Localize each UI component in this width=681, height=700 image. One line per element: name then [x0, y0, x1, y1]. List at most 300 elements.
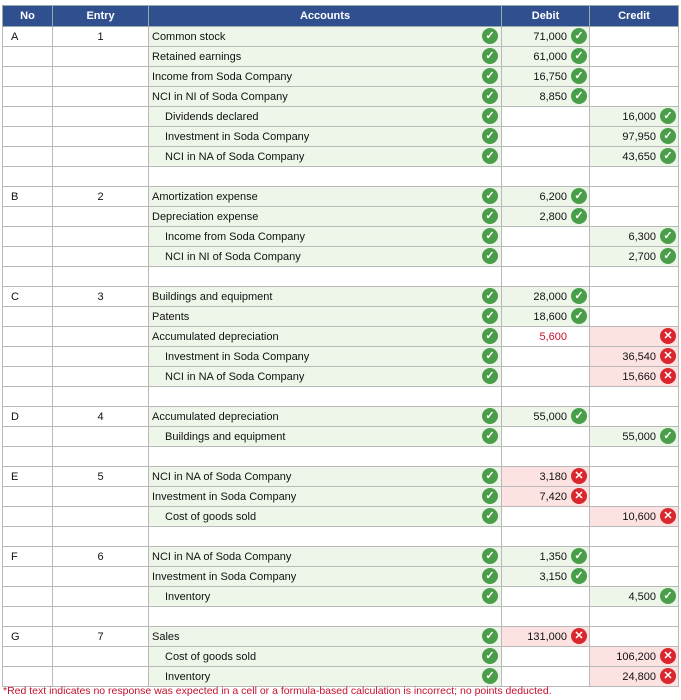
credit-input-value: 36,540	[622, 351, 656, 363]
debit-input[interactable]	[502, 367, 590, 387]
check-icon: ✓	[660, 248, 676, 264]
check-icon: ✓	[482, 348, 498, 364]
journal-row	[3, 47, 679, 67]
journal-row	[3, 147, 679, 167]
check-icon: ✓	[660, 148, 676, 164]
x-icon: ✕	[660, 508, 676, 524]
debit-input[interactable]	[502, 27, 590, 47]
spacer-cell	[149, 607, 502, 627]
credit-input-value: 16,000	[622, 111, 656, 123]
cell-no: F	[3, 547, 53, 567]
debit-input-value: 6,200	[539, 191, 567, 203]
cell-entry	[53, 247, 149, 267]
debit-input-value: 8,850	[539, 91, 567, 103]
cell-entry	[53, 87, 149, 107]
account-select[interactable]	[149, 327, 502, 347]
credit-input-value: 4,500	[628, 591, 656, 603]
spacer-cell	[3, 527, 53, 547]
credit-input[interactable]	[590, 367, 679, 387]
credit-input[interactable]	[590, 587, 679, 607]
credit-input[interactable]	[590, 87, 679, 107]
check-icon: ✓	[571, 548, 587, 564]
spacer-row	[3, 607, 679, 627]
credit-input[interactable]	[590, 567, 679, 587]
journal-row	[3, 327, 679, 347]
journal-row	[3, 647, 679, 667]
spacer-cell	[502, 387, 590, 407]
cell-no	[3, 87, 53, 107]
debit-input-value: 18,600	[533, 311, 567, 323]
account-select[interactable]	[149, 587, 502, 607]
check-icon: ✓	[482, 548, 498, 564]
credit-input[interactable]	[590, 507, 679, 527]
journal-row	[3, 207, 679, 227]
journal-row	[3, 587, 679, 607]
cell-entry	[53, 347, 149, 367]
credit-input[interactable]	[590, 27, 679, 47]
journal-row	[3, 507, 679, 527]
debit-input[interactable]	[502, 107, 590, 127]
journal-row	[3, 27, 679, 47]
check-icon: ✓	[660, 128, 676, 144]
cell-entry	[53, 47, 149, 67]
credit-input-value: 24,800	[622, 671, 656, 683]
cell-entry: 3	[53, 287, 149, 307]
account-label: Inventory	[165, 591, 211, 603]
account-label: NCI in NA of Soda Company	[165, 371, 305, 383]
check-icon: ✓	[571, 28, 587, 44]
check-icon: ✓	[482, 308, 498, 324]
check-icon: ✓	[482, 368, 498, 384]
spacer-cell	[149, 167, 502, 187]
debit-input-value: 5,600	[539, 331, 567, 343]
credit-input-value: 6,300	[628, 231, 656, 243]
account-label: Investment in Soda Company	[152, 571, 297, 583]
cell-no	[3, 567, 53, 587]
check-icon: ✓	[482, 88, 498, 104]
account-select[interactable]	[149, 467, 502, 487]
check-icon: ✓	[482, 328, 498, 344]
spacer-cell	[53, 167, 149, 187]
journal-row	[3, 227, 679, 247]
account-select[interactable]	[149, 87, 502, 107]
credit-input[interactable]	[590, 287, 679, 307]
credit-input[interactable]	[590, 467, 679, 487]
check-icon: ✓	[482, 228, 498, 244]
debit-input[interactable]	[502, 187, 590, 207]
account-label: Cost of goods sold	[165, 651, 257, 663]
cell-no	[3, 667, 53, 687]
account-select[interactable]	[149, 367, 502, 387]
check-icon: ✓	[482, 128, 498, 144]
debit-input[interactable]	[502, 287, 590, 307]
account-label: Income from Soda Company	[165, 231, 306, 243]
debit-input[interactable]	[502, 507, 590, 527]
check-icon: ✓	[482, 248, 498, 264]
spacer-cell	[3, 167, 53, 187]
header-accounts: Accounts	[149, 6, 502, 27]
check-icon: ✓	[571, 188, 587, 204]
check-icon: ✓	[482, 108, 498, 124]
account-label: Retained earnings	[152, 51, 242, 63]
check-icon: ✓	[660, 588, 676, 604]
debit-input[interactable]	[502, 667, 590, 687]
cell-entry	[53, 567, 149, 587]
spacer-cell	[502, 267, 590, 287]
debit-input[interactable]	[502, 587, 590, 607]
account-label: Amortization expense	[152, 191, 258, 203]
account-label: Inventory	[165, 671, 211, 683]
spacer-cell	[502, 527, 590, 547]
debit-input-value: 1,350	[539, 551, 567, 563]
spacer-cell	[502, 447, 590, 467]
check-icon: ✓	[482, 568, 498, 584]
credit-input[interactable]	[590, 127, 679, 147]
account-select[interactable]	[149, 27, 502, 47]
cell-entry	[53, 367, 149, 387]
account-label: Dividends declared	[165, 111, 259, 123]
account-label: Common stock	[152, 31, 226, 43]
debit-input-value: 16,750	[533, 71, 567, 83]
check-icon: ✓	[482, 508, 498, 524]
spacer-cell	[3, 607, 53, 627]
header-entry: Entry	[53, 6, 149, 27]
debit-input[interactable]	[502, 227, 590, 247]
cell-entry	[53, 507, 149, 527]
account-select[interactable]	[149, 547, 502, 567]
spacer-cell	[149, 267, 502, 287]
spacer-cell	[3, 387, 53, 407]
cell-no	[3, 647, 53, 667]
account-select[interactable]	[149, 107, 502, 127]
account-select[interactable]	[149, 627, 502, 647]
cell-entry: 4	[53, 407, 149, 427]
debit-input[interactable]	[502, 647, 590, 667]
journal-row	[3, 107, 679, 127]
account-select[interactable]	[149, 47, 502, 67]
x-icon: ✕	[660, 348, 676, 364]
debit-input[interactable]	[502, 627, 590, 647]
journal-row	[3, 287, 679, 307]
account-select[interactable]	[149, 147, 502, 167]
credit-input[interactable]	[590, 247, 679, 267]
debit-input[interactable]	[502, 347, 590, 367]
debit-input-value: 2,800	[539, 211, 567, 223]
credit-input-value: 15,660	[622, 371, 656, 383]
credit-input[interactable]	[590, 47, 679, 67]
debit-input-value: 7,420	[539, 491, 567, 503]
cell-no: G	[3, 627, 53, 647]
credit-input[interactable]	[590, 347, 679, 367]
journal-row	[3, 547, 679, 567]
debit-input-value: 61,000	[533, 51, 567, 63]
cell-no: B	[3, 187, 53, 207]
account-label: Sales	[152, 631, 180, 643]
check-icon: ✓	[482, 668, 498, 684]
account-label: Depreciation expense	[152, 211, 259, 223]
credit-input[interactable]	[590, 107, 679, 127]
check-icon: ✓	[482, 188, 498, 204]
spacer-cell	[590, 607, 679, 627]
spacer-cell	[502, 167, 590, 187]
debit-input[interactable]	[502, 547, 590, 567]
account-label: Income from Soda Company	[152, 71, 293, 83]
cell-entry	[53, 107, 149, 127]
cell-no	[3, 127, 53, 147]
cell-no	[3, 367, 53, 387]
account-label: NCI in NA of Soda Company	[152, 471, 292, 483]
account-label: NCI in NA of Soda Company	[165, 151, 305, 163]
spacer-cell	[590, 387, 679, 407]
account-label: Buildings and equipment	[152, 291, 273, 303]
cell-no	[3, 507, 53, 527]
check-icon: ✓	[482, 588, 498, 604]
spacer-cell	[53, 267, 149, 287]
credit-input-value: 43,650	[622, 151, 656, 163]
check-icon: ✓	[571, 568, 587, 584]
spacer-cell	[590, 447, 679, 467]
debit-input-value: 131,000	[527, 631, 567, 643]
credit-input[interactable]	[590, 187, 679, 207]
check-icon: ✓	[571, 288, 587, 304]
account-select[interactable]	[149, 307, 502, 327]
cell-no	[3, 227, 53, 247]
debit-input[interactable]	[502, 327, 590, 347]
cell-no	[3, 587, 53, 607]
cell-entry	[53, 67, 149, 87]
credit-input[interactable]	[590, 407, 679, 427]
spacer-cell	[53, 387, 149, 407]
account-label: Accumulated depreciation	[152, 411, 279, 423]
debit-input[interactable]	[502, 407, 590, 427]
spacer-cell	[53, 607, 149, 627]
account-label: Accumulated depreciation	[152, 331, 279, 343]
account-select[interactable]	[149, 567, 502, 587]
cell-no	[3, 47, 53, 67]
cell-no	[3, 327, 53, 347]
debit-input-value: 3,180	[539, 471, 567, 483]
check-icon: ✓	[482, 28, 498, 44]
account-select[interactable]	[149, 287, 502, 307]
account-select[interactable]	[149, 647, 502, 667]
debit-input[interactable]	[502, 487, 590, 507]
account-select[interactable]	[149, 227, 502, 247]
journal-row	[3, 567, 679, 587]
check-icon: ✓	[571, 308, 587, 324]
account-select[interactable]	[149, 127, 502, 147]
spacer-row	[3, 527, 679, 547]
debit-input[interactable]	[502, 247, 590, 267]
debit-input-value: 28,000	[533, 291, 567, 303]
credit-input[interactable]	[590, 627, 679, 647]
check-icon: ✓	[571, 48, 587, 64]
x-icon: ✕	[660, 648, 676, 664]
cell-entry: 7	[53, 627, 149, 647]
credit-input-value: 2,700	[628, 251, 656, 263]
spacer-cell	[590, 267, 679, 287]
debit-input[interactable]	[502, 427, 590, 447]
check-icon: ✓	[660, 108, 676, 124]
cell-entry	[53, 147, 149, 167]
account-select[interactable]	[149, 667, 502, 687]
check-icon: ✓	[482, 648, 498, 664]
credit-input[interactable]	[590, 147, 679, 167]
cell-entry	[53, 207, 149, 227]
header-credit: Credit	[590, 6, 679, 27]
debit-input[interactable]	[502, 147, 590, 167]
cell-no	[3, 347, 53, 367]
journal-row	[3, 67, 679, 87]
cell-entry	[53, 227, 149, 247]
account-label: Investment in Soda Company	[152, 491, 297, 503]
spacer-cell	[3, 267, 53, 287]
debit-input[interactable]	[502, 567, 590, 587]
debit-input-value: 71,000	[533, 31, 567, 43]
spacer-row	[3, 167, 679, 187]
check-icon: ✓	[482, 408, 498, 424]
account-select[interactable]	[149, 427, 502, 447]
account-label: Investment in Soda Company	[165, 131, 310, 143]
check-icon: ✓	[482, 488, 498, 504]
cell-no	[3, 67, 53, 87]
check-icon: ✓	[571, 88, 587, 104]
header-no: No	[3, 6, 53, 27]
journal-row	[3, 487, 679, 507]
journal-grid	[2, 5, 678, 687]
check-icon: ✓	[660, 428, 676, 444]
account-select[interactable]	[149, 247, 502, 267]
credit-input[interactable]	[590, 427, 679, 447]
x-icon: ✕	[571, 628, 587, 644]
credit-input[interactable]	[590, 227, 679, 247]
journal-row	[3, 87, 679, 107]
cell-no	[3, 427, 53, 447]
cell-entry	[53, 487, 149, 507]
account-label: Cost of goods sold	[165, 511, 257, 523]
debit-input[interactable]	[502, 467, 590, 487]
header-debit: Debit	[502, 6, 590, 27]
cell-entry	[53, 327, 149, 347]
account-select[interactable]	[149, 407, 502, 427]
account-label: NCI in NI of Soda Company	[152, 91, 288, 103]
account-label: NCI in NI of Soda Company	[165, 251, 301, 263]
journal-row	[3, 627, 679, 647]
check-icon: ✓	[482, 208, 498, 224]
account-select[interactable]	[149, 487, 502, 507]
check-icon: ✓	[482, 68, 498, 84]
check-icon: ✓	[571, 208, 587, 224]
journal-row	[3, 247, 679, 267]
account-label: Buildings and equipment	[165, 431, 286, 443]
check-icon: ✓	[482, 428, 498, 444]
check-icon: ✓	[482, 468, 498, 484]
x-icon: ✕	[660, 328, 676, 344]
spacer-cell	[53, 527, 149, 547]
cell-no: A	[3, 27, 53, 47]
check-icon: ✓	[482, 148, 498, 164]
spacer-row	[3, 267, 679, 287]
cell-no	[3, 207, 53, 227]
debit-input[interactable]	[502, 127, 590, 147]
journal-row	[3, 467, 679, 487]
journal-row	[3, 667, 679, 687]
spacer-cell	[149, 447, 502, 467]
journal-row	[3, 187, 679, 207]
cell-no: C	[3, 287, 53, 307]
debit-input[interactable]	[502, 87, 590, 107]
journal-row	[3, 347, 679, 367]
spacer-cell	[590, 527, 679, 547]
cell-entry	[53, 667, 149, 687]
cell-entry	[53, 307, 149, 327]
check-icon: ✓	[571, 408, 587, 424]
account-select[interactable]	[149, 67, 502, 87]
spacer-cell	[502, 607, 590, 627]
check-icon: ✓	[482, 288, 498, 304]
cell-entry	[53, 647, 149, 667]
spacer-row	[3, 447, 679, 467]
cell-entry	[53, 427, 149, 447]
journal-row	[3, 307, 679, 327]
debit-input[interactable]	[502, 67, 590, 87]
credit-input[interactable]	[590, 207, 679, 227]
cell-no: D	[3, 407, 53, 427]
account-label: Patents	[152, 311, 190, 323]
debit-input[interactable]	[502, 307, 590, 327]
account-label: Investment in Soda Company	[165, 351, 310, 363]
spacer-cell	[149, 527, 502, 547]
credit-input-value: 55,000	[622, 431, 656, 443]
check-icon: ✓	[482, 628, 498, 644]
account-select[interactable]	[149, 347, 502, 367]
x-icon: ✕	[571, 468, 587, 484]
account-select[interactable]	[149, 507, 502, 527]
journal-row	[3, 427, 679, 447]
credit-input-value: 106,200	[616, 651, 656, 663]
credit-input[interactable]	[590, 307, 679, 327]
journal-row	[3, 367, 679, 387]
cell-no	[3, 487, 53, 507]
credit-input[interactable]	[590, 667, 679, 687]
journal-row	[3, 407, 679, 427]
credit-input[interactable]	[590, 487, 679, 507]
spacer-cell	[149, 387, 502, 407]
credit-input[interactable]	[590, 327, 679, 347]
debit-input[interactable]	[502, 47, 590, 67]
credit-input[interactable]	[590, 647, 679, 667]
cell-no	[3, 147, 53, 167]
check-icon: ✓	[660, 228, 676, 244]
check-icon: ✓	[482, 48, 498, 64]
x-icon: ✕	[660, 668, 676, 684]
cell-no	[3, 107, 53, 127]
account-select[interactable]	[149, 207, 502, 227]
x-icon: ✕	[660, 368, 676, 384]
cell-entry	[53, 587, 149, 607]
spacer-row	[3, 387, 679, 407]
header-row	[3, 6, 679, 27]
credit-input[interactable]	[590, 547, 679, 567]
spacer-cell	[53, 447, 149, 467]
debit-input[interactable]	[502, 207, 590, 227]
credit-input[interactable]	[590, 67, 679, 87]
debit-input-value: 3,150	[539, 571, 567, 583]
cell-no	[3, 247, 53, 267]
account-label: NCI in NA of Soda Company	[152, 551, 292, 563]
credit-input-value: 97,950	[622, 131, 656, 143]
cell-no	[3, 307, 53, 327]
account-select[interactable]	[149, 187, 502, 207]
